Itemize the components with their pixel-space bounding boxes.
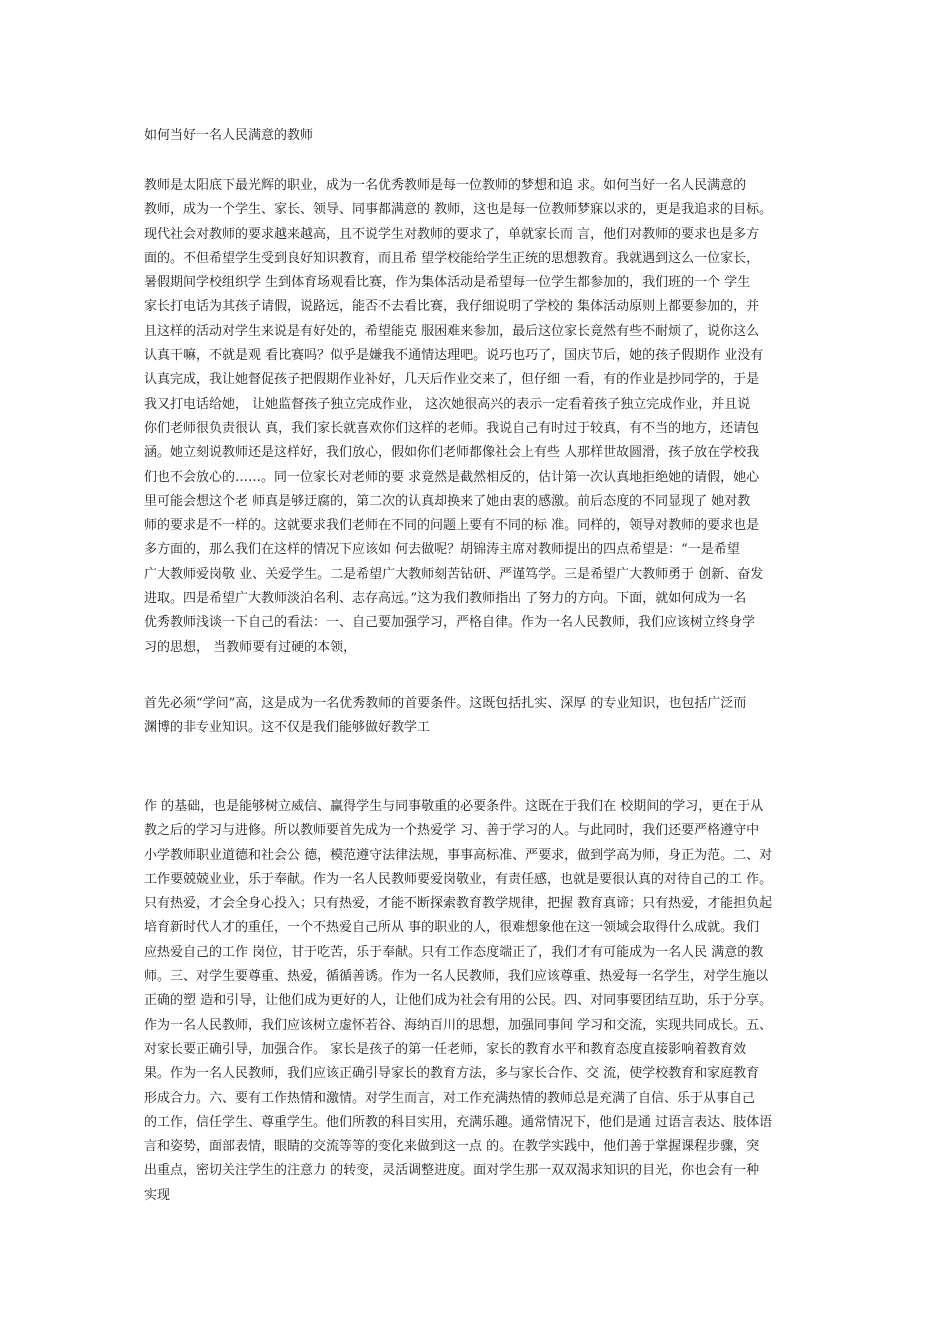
paragraph-line: 教师，成为一个学生、家长、领导、同事都满意的 教师，这也是每一位教师梦寐以求的，更是我追求的目标。: [144, 202, 773, 218]
paragraph-line: 且这样的活动对学生来说是有好处的，希望能克 服困难来参加，最后这位家长竟然有些不耐烦了，说你这么: [144, 323, 760, 339]
paragraph-line: 面的。不但希望学生受到良好知识教育，而且希 望学校能给学生正统的思想教育。我就遇到这么一位家长，: [144, 250, 760, 266]
paragraph-line: 认真干嘛，不就是观 看比赛吗？似乎是嫌我不通情达理吧。说巧也巧了，国庆节后，她的孩子假期作 业没有: [144, 348, 764, 364]
paragraph-line: 你们老师很负责很认 真，我们家长就喜欢你们这样的老师。我说自己有时过于较真，有不当的地方，还请包: [144, 420, 760, 436]
paragraph-line: 我又打电话给她， 让她监督孩子独立完成作业， 这次她很高兴的表示一定看着孩子独立完成作业，并且说: [144, 396, 751, 412]
paragraph-line: 广大教师爱岗敬 业、关爱学生。二是希望广大教师刻苦钻研、严谨笃学。三是希望广大教师勇于 创新、奋发: [144, 566, 764, 582]
paragraph-line: 优秀教师浅谈一下自己的看法：一、自己要加强学习，严格自律。作为一名人民教师，我们应该树立终身学: [144, 615, 756, 631]
paragraph-line: 暑假期间学校组织学 生到体育场观看比赛，作为集体活动是希望每一位学生都参加的，我们班的一个 学生: [144, 275, 751, 291]
paragraph-line: 多方面的，那么我们在这样的情况下应该如 何去做呢？胡锦涛主席对教师提出的四点希望是：“一是希望: [144, 542, 740, 558]
paragraph-line: 只有热爱，才会全身心投入；只有热爱，才能不断探索教育教学规律，把握 教育真谛；只有热爱，才能担负起: [144, 896, 773, 912]
paragraph-line: 家长打电话为其孩子请假，说路远，能否不去看比赛，我仔细说明了学校的 集体活动原则上都要参加的，并: [144, 299, 760, 315]
paragraph-line: 实现: [144, 1187, 171, 1203]
paragraph-line: 作为一名人民教师，我们应该树立虚怀若谷、海纳百川的思想，加强同事间 学习和交流，实现共同成长。五、: [144, 1017, 773, 1033]
paragraph-line: 正确的塑 造和引导，让他们成为更好的人，让他们成为社会有用的公民。四、对同事要团结互助，乐于分享。: [144, 993, 773, 1009]
paragraph-2: [144, 692, 824, 741]
paragraph-line: 培育新时代人才的重任，一个不热爱自己所从 事的职业的人，很难想象他在这一领域会取得什么成就。我们: [144, 920, 760, 936]
paragraph-line: 教之后的学习与进修。所以教师要首先成为一个热爱学 习、善于学习的人。与此同时，我们还要严格遵守中: [144, 823, 760, 839]
paragraph-line: 认真完成，我让她督促孩子把假期作业补好，几天后作业交来了，但仔细 一看，有的作业是抄同学的，于是: [144, 372, 760, 388]
paragraph-line: 作 的基础，也是能够树立威信、赢得学生与同事敬重的必要条件。这既在于我们在 校期间的学习，更在于从: [144, 799, 764, 814]
paragraph-line: 应热爱自己的工作 岗位，甘于吃苦，乐于奉献。只有工作态度端正了，我们才有可能成为一名人民 满意的教: [144, 944, 764, 960]
paragraph-line: 言和姿势，面部表情，眼睛的交流等等的变化来做到这一点 的。在教学实践中，他们善于掌握课程步骤，突: [144, 1139, 760, 1155]
paragraph-line: 师。三、对学生要尊重、热爱，循循善诱。作为一名人民教师，我们应该尊重、热爱每一名学生，对学生施以: [144, 969, 769, 985]
paragraph-line: 们也不会放心的……。同一位家长对老师的要 求竟然是截然相反的，估计第一次认真地拒绝她的请假，她心: [144, 469, 760, 485]
paragraph-line: 工作要兢兢业业，乐于奉献。作为一名人民教师要爱岗敬业，有责任感，也就是要很认真的对待自己的工 作。: [144, 871, 773, 887]
paragraph-line: 里可能会想这个老 师真是够迂腐的，第二次的认真却换来了她由衷的感激。前后态度的不同显现了 她对教: [144, 493, 751, 509]
paragraph-line: 小学教师职业道德和社会公 德，模范遵守法律法规，事事高标准、严要求，做到学高为师，身正为范。二、对: [144, 847, 773, 863]
paragraph-1: [144, 174, 824, 660]
paragraph-line: 出重点，密切关注学生的注意力 的转变，灵活调整进度。面对学生那一双双渴求知识的目光，你也会有一种: [144, 1163, 760, 1179]
paragraph-3: [144, 795, 824, 1208]
paragraph-line: 进取。四是希望广大教师淡泊名利、志存高远。”这为我们教师指出 了努力的方向。下面，就如何成为一名: [144, 591, 747, 607]
paragraph-line: 习的思想， 当教师要有过硬的本领，: [144, 639, 357, 655]
paragraph-line: 师的要求是不一样的。这就要求我们老师在不同的问题上要有不同的标 准。同样的，领导对教师的要求也是: [144, 518, 760, 534]
paragraph-line: 渊博的非专业知识。这不仅是我们能够做好教学工: [144, 720, 431, 736]
paragraph-line: 现代社会对教师的要求越来越高，且不说学生对教师的要求了，单就家长而 言，他们对教师的要求也是多方: [144, 226, 760, 242]
paragraph-line: 教师是太阳底下最光辉的职业，成为一名优秀教师是每一位教师的梦想和追 求。如何当好一名人民满意的: [144, 178, 747, 193]
paragraph-line: 涵。她立刻说教师还是这样好，我们放心，假如你们老师都像社会上有些 人那样世故圆滑，孩子放在学校我: [144, 445, 760, 461]
paragraph-line: 首先必须“学问”高，这是成为一名优秀教师的首要条件。这既包括扎实、深厚 的专业知识，也包括广泛而: [144, 696, 747, 711]
paragraph-line: 形成合力。六、要有工作热情和激情。对学生而言，对工作充满热情的教师总是充满了自信、乐于从事自己: [144, 1090, 756, 1106]
paragraph-line: 果。作为一名人民教师，我们应该正确引导家长的教育方法，多与家长合作、交 流，使学校教育和家庭教育: [144, 1066, 760, 1082]
paragraph-line: 的工作，信任学生、尊重学生。他们所教的科目实用，充满乐趣。通常情况下，他们是通 过语言表达、肢体语: [144, 1114, 773, 1130]
paragraph-line: 对家长要正确引导，加强合作。 家长是孩子的第一任老师，家长的教育水平和教育态度直接影响着教育效: [144, 1041, 747, 1057]
document-title: 如何当好一名人民满意的教师: [144, 128, 314, 143]
